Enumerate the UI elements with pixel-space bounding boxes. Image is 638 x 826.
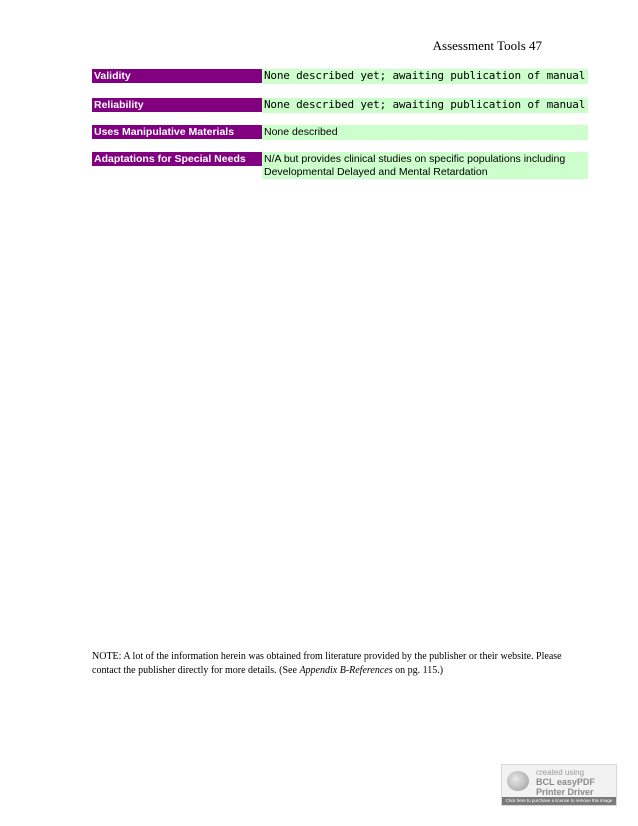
watermark-line3: Printer Driver: [536, 787, 594, 797]
table-row-reliability: [92, 98, 588, 113]
row-label: Uses Manipulative Materials: [92, 125, 262, 139]
row-label: Adaptations for Special Needs: [92, 152, 262, 166]
footnote: [92, 650, 562, 678]
watermark-license-link[interactable]: Click here to purchase a license to remove this image: [502, 797, 616, 805]
row-label: Validity: [92, 69, 262, 83]
footnote-text: NOTE: A lot of the information herein was obtained from literature provided by the publisher or their website. Please contact the publisher directly for more details. (See: [92, 651, 562, 676]
pdf-watermark[interactable]: [501, 764, 617, 806]
table-row-special-needs: [92, 152, 588, 179]
watermark-line2: BCL easyPDF: [536, 777, 595, 787]
footnote-reference: Appendix B-References: [299, 665, 393, 676]
footnote-suffix: on pg. 115.): [392, 665, 444, 676]
table-row-manipulative-materials: [92, 125, 588, 140]
row-value: None described yet; awaiting publication of manual: [262, 98, 588, 113]
row-label: Reliability: [92, 98, 262, 112]
printer-icon: [507, 771, 529, 791]
row-value: None described yet; awaiting publication of manual: [262, 69, 588, 84]
row-value: N/A but provides clinical studies on specific populations including Developmental Delayed and Mental Retardation: [262, 152, 588, 179]
page-header: Assessment Tools 47: [432, 38, 542, 53]
watermark-line1: created using: [536, 768, 585, 777]
row-value: None described: [262, 125, 588, 140]
table-row-validity: [92, 69, 588, 84]
